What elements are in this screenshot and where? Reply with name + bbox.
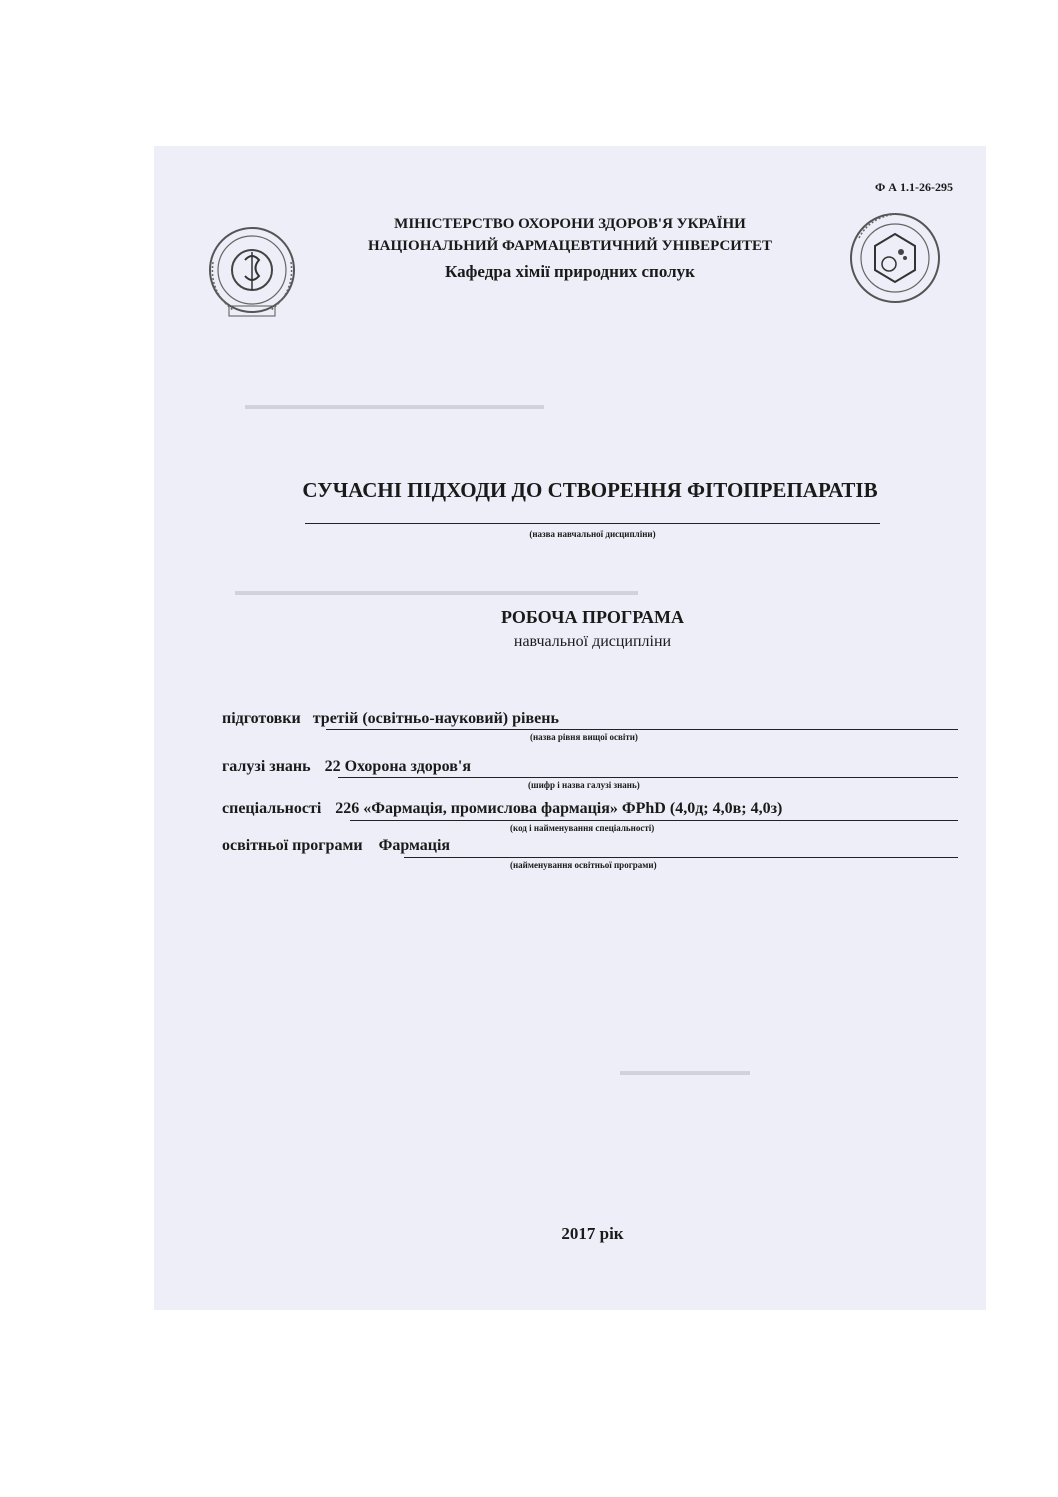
branch-caption: (шифр і назва галузі знань) [528, 780, 640, 790]
branch-row [222, 758, 471, 776]
edu-program-caption: (найменування освітньої програми) [510, 860, 657, 870]
program-subtitle: навчальної дисципліни [513, 633, 672, 650]
edu-program-row [222, 837, 450, 855]
department-name: Кафедра хімії природних сполук [445, 262, 695, 281]
specialty-value: 226 «Фармація, промислова фармація» ФPhD (4,0д; 4,0в; 4,0з) [335, 800, 783, 817]
bleed-through-text: ▬▬▬▬▬▬▬▬▬▬▬▬▬▬▬▬▬▬▬▬▬▬▬▬▬▬▬▬▬▬▬ [235, 583, 638, 598]
branch-value: 22 Охорона здоров'я [324, 758, 472, 775]
title-underline [305, 523, 880, 524]
bleed-through-text: ▬▬▬▬▬▬▬▬▬▬ [620, 1063, 750, 1078]
edu-program-value: Фармація [378, 837, 451, 854]
branch-label: галузі знань [222, 758, 311, 775]
edu-program-label: освітньої програми [222, 837, 363, 854]
specialty-row [222, 800, 782, 818]
branch-underline [338, 777, 958, 778]
level-caption: (назва рівня вищої освіти) [530, 732, 638, 742]
level-label: підготовки [222, 710, 301, 727]
specialty-label: спеціальності [222, 800, 322, 817]
level-value: третій (освітньо-науковий) рівень [312, 710, 559, 727]
university-seal-icon [205, 222, 300, 322]
level-row [222, 710, 559, 728]
level-underline [326, 729, 958, 730]
discipline-title: СУЧАСНІ ПІДХОДИ ДО СТВОРЕННЯ ФІТОПРЕПАРАТІВ [302, 478, 878, 502]
document-code: Ф А 1.1-26-295 [875, 180, 953, 194]
bleed-through-text: ▬▬▬▬▬▬▬▬▬▬▬▬▬▬▬▬▬▬▬▬▬▬▬ [245, 397, 544, 412]
program-title: РОБОЧА ПРОГРАМА [501, 607, 684, 627]
edu-program-underline [404, 857, 958, 858]
ministry-name: МІНІСТЕРСТВО ОХОРОНИ ЗДОРОВ'Я УКРАЇНИ [394, 216, 746, 232]
department-seal-icon [845, 208, 945, 308]
discipline-caption: (назва навчальної дисципліни) [529, 529, 656, 539]
specialty-caption: (код і найменування спеціальності) [510, 823, 655, 833]
document-year: 2017 рік [561, 1224, 624, 1243]
specialty-underline [350, 820, 958, 821]
university-name: НАЦІОНАЛЬНИЙ ФАРМАЦЕВТИЧНИЙ УНІВЕРСИТЕТ [368, 238, 772, 254]
